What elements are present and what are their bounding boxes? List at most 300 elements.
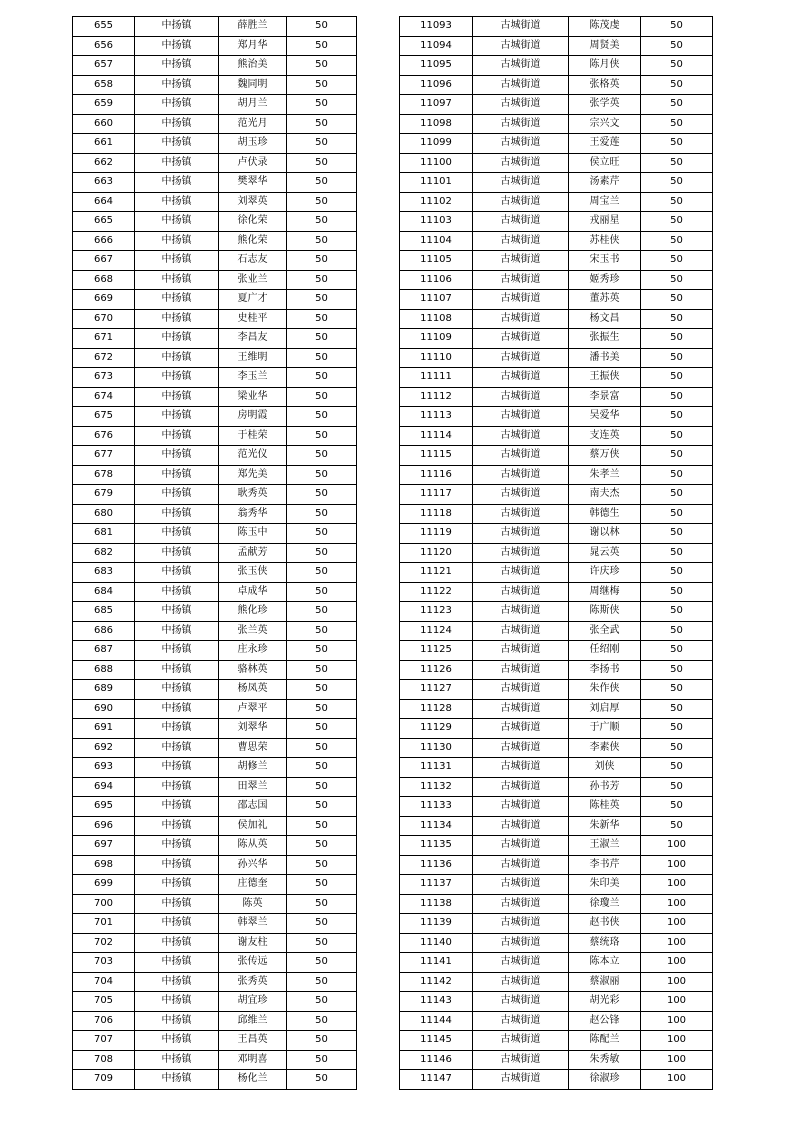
amount-cell: 50: [641, 231, 713, 251]
town-cell: 古城街道: [473, 582, 569, 602]
table-row: [73, 348, 357, 368]
amount-cell: 50: [287, 563, 357, 583]
serial-number-cell: 698: [73, 855, 135, 875]
serial-number-cell: 701: [73, 914, 135, 934]
table-row: [400, 387, 713, 407]
amount-cell: 50: [287, 309, 357, 329]
person-name-cell: 朱秀敏: [569, 1050, 641, 1070]
table-row: [73, 153, 357, 173]
person-name-cell: 李玉兰: [219, 368, 287, 388]
table-row: [400, 465, 713, 485]
serial-number-cell: 11144: [400, 1011, 473, 1031]
table-row: [400, 953, 713, 973]
serial-number-cell: 11130: [400, 738, 473, 758]
table-row: [400, 192, 713, 212]
town-cell: 中扬镇: [135, 387, 219, 407]
table-row: [400, 816, 713, 836]
table-row: [73, 192, 357, 212]
amount-cell: 50: [287, 992, 357, 1012]
town-cell: 中扬镇: [135, 972, 219, 992]
person-name-cell: 陈玉中: [219, 524, 287, 544]
serial-number-cell: 688: [73, 660, 135, 680]
right-roster-table: [399, 16, 713, 1090]
table-row: [400, 992, 713, 1012]
amount-cell: 50: [641, 212, 713, 232]
amount-cell: 50: [287, 114, 357, 134]
person-name-cell: 李素侠: [569, 738, 641, 758]
amount-cell: 50: [287, 1070, 357, 1090]
amount-cell: 50: [287, 134, 357, 154]
person-name-cell: 陈配兰: [569, 1031, 641, 1051]
amount-cell: 50: [287, 699, 357, 719]
town-cell: 古城街道: [473, 368, 569, 388]
person-name-cell: 薛胜兰: [219, 17, 287, 37]
person-name-cell: 杨化兰: [219, 1070, 287, 1090]
person-name-cell: 蔡统珞: [569, 933, 641, 953]
amount-cell: 50: [641, 446, 713, 466]
amount-cell: 50: [641, 719, 713, 739]
table-row: [400, 699, 713, 719]
serial-number-cell: 11097: [400, 95, 473, 115]
table-row: [73, 290, 357, 310]
serial-number-cell: 709: [73, 1070, 135, 1090]
amount-cell: 50: [641, 465, 713, 485]
amount-cell: 50: [641, 75, 713, 95]
serial-number-cell: 11100: [400, 153, 473, 173]
table-row: [73, 36, 357, 56]
town-cell: 古城街道: [473, 290, 569, 310]
person-name-cell: 陈英: [219, 894, 287, 914]
amount-cell: 50: [287, 192, 357, 212]
amount-cell: 50: [287, 387, 357, 407]
town-cell: 中扬镇: [135, 465, 219, 485]
person-name-cell: 宋玉书: [569, 251, 641, 271]
table-row: [400, 719, 713, 739]
serial-number-cell: 690: [73, 699, 135, 719]
table-row: [400, 1050, 713, 1070]
amount-cell: 50: [287, 972, 357, 992]
person-name-cell: 周贤美: [569, 36, 641, 56]
table-row: [400, 582, 713, 602]
amount-cell: 50: [641, 270, 713, 290]
table-row: [400, 660, 713, 680]
table-row: [73, 173, 357, 193]
person-name-cell: 梁业华: [219, 387, 287, 407]
town-cell: 古城街道: [473, 134, 569, 154]
table-row: [73, 680, 357, 700]
person-name-cell: 刘侠: [569, 758, 641, 778]
serial-number-cell: 11136: [400, 855, 473, 875]
town-cell: 古城街道: [473, 231, 569, 251]
serial-number-cell: 676: [73, 426, 135, 446]
town-cell: 中扬镇: [135, 719, 219, 739]
serial-number-cell: 703: [73, 953, 135, 973]
table-row: [73, 777, 357, 797]
table-row: [73, 134, 357, 154]
town-cell: 古城街道: [473, 17, 569, 37]
person-name-cell: 孙兴华: [219, 855, 287, 875]
amount-cell: 50: [641, 738, 713, 758]
table-row: [400, 212, 713, 232]
person-name-cell: 邵志国: [219, 797, 287, 817]
serial-number-cell: 11145: [400, 1031, 473, 1051]
person-name-cell: 陈本立: [569, 953, 641, 973]
town-cell: 古城街道: [473, 524, 569, 544]
town-cell: 古城街道: [473, 173, 569, 193]
person-name-cell: 朱新华: [569, 816, 641, 836]
town-cell: 中扬镇: [135, 641, 219, 661]
person-name-cell: 南夫杰: [569, 485, 641, 505]
amount-cell: 50: [287, 543, 357, 563]
amount-cell: 50: [641, 699, 713, 719]
town-cell: 中扬镇: [135, 758, 219, 778]
person-name-cell: 侯立旺: [569, 153, 641, 173]
table-row: [73, 114, 357, 134]
amount-cell: 50: [287, 758, 357, 778]
amount-cell: 50: [641, 426, 713, 446]
table-row: [400, 914, 713, 934]
table-row: [73, 621, 357, 641]
table-row: [73, 75, 357, 95]
serial-number-cell: 685: [73, 602, 135, 622]
serial-number-cell: 693: [73, 758, 135, 778]
serial-number-cell: 704: [73, 972, 135, 992]
person-name-cell: 胡月兰: [219, 95, 287, 115]
amount-cell: 50: [641, 777, 713, 797]
table-row: [73, 875, 357, 895]
town-cell: 中扬镇: [135, 485, 219, 505]
person-name-cell: 于广顺: [569, 719, 641, 739]
town-cell: 古城街道: [473, 914, 569, 934]
town-cell: 中扬镇: [135, 992, 219, 1012]
serial-number-cell: 11108: [400, 309, 473, 329]
serial-number-cell: 11116: [400, 465, 473, 485]
table-row: [73, 582, 357, 602]
town-cell: 古城街道: [473, 1011, 569, 1031]
table-row: [73, 368, 357, 388]
person-name-cell: 胡玉珍: [219, 134, 287, 154]
serial-number-cell: 11110: [400, 348, 473, 368]
person-name-cell: 卢伏录: [219, 153, 287, 173]
amount-cell: 50: [287, 426, 357, 446]
person-name-cell: 孙书芳: [569, 777, 641, 797]
person-name-cell: 杨凤英: [219, 680, 287, 700]
table-row: [73, 699, 357, 719]
amount-cell: 50: [287, 446, 357, 466]
amount-cell: 50: [287, 17, 357, 37]
town-cell: 古城街道: [473, 75, 569, 95]
serial-number-cell: 663: [73, 173, 135, 193]
person-name-cell: 范光月: [219, 114, 287, 134]
amount-cell: 100: [641, 894, 713, 914]
person-name-cell: 徐瓊兰: [569, 894, 641, 914]
amount-cell: 50: [287, 270, 357, 290]
serial-number-cell: 11129: [400, 719, 473, 739]
person-name-cell: 夏广才: [219, 290, 287, 310]
table-row: [400, 1011, 713, 1031]
town-cell: 中扬镇: [135, 56, 219, 76]
amount-cell: 50: [641, 192, 713, 212]
amount-cell: 50: [287, 1011, 357, 1031]
town-cell: 古城街道: [473, 485, 569, 505]
amount-cell: 50: [287, 914, 357, 934]
person-name-cell: 谢友柱: [219, 933, 287, 953]
table-row: [400, 153, 713, 173]
serial-number-cell: 678: [73, 465, 135, 485]
serial-number-cell: 669: [73, 290, 135, 310]
person-name-cell: 张玉侠: [219, 563, 287, 583]
serial-number-cell: 664: [73, 192, 135, 212]
amount-cell: 50: [287, 953, 357, 973]
person-name-cell: 朱孝兰: [569, 465, 641, 485]
serial-number-cell: 11123: [400, 602, 473, 622]
table-row: [73, 426, 357, 446]
town-cell: 古城街道: [473, 387, 569, 407]
table-row: [73, 212, 357, 232]
amount-cell: 50: [641, 563, 713, 583]
serial-number-cell: 681: [73, 524, 135, 544]
amount-cell: 50: [641, 524, 713, 544]
person-name-cell: 郑月华: [219, 36, 287, 56]
town-cell: 中扬镇: [135, 407, 219, 427]
serial-number-cell: 655: [73, 17, 135, 37]
town-cell: 古城街道: [473, 407, 569, 427]
amount-cell: 50: [287, 582, 357, 602]
person-name-cell: 于桂荣: [219, 426, 287, 446]
amount-cell: 50: [287, 855, 357, 875]
table-row: [400, 972, 713, 992]
serial-number-cell: 679: [73, 485, 135, 505]
town-cell: 中扬镇: [135, 563, 219, 583]
amount-cell: 100: [641, 972, 713, 992]
serial-number-cell: 11137: [400, 875, 473, 895]
person-name-cell: 曹思荣: [219, 738, 287, 758]
person-name-cell: 庄德奎: [219, 875, 287, 895]
person-name-cell: 杨文昌: [569, 309, 641, 329]
amount-cell: 50: [287, 1031, 357, 1051]
amount-cell: 50: [641, 153, 713, 173]
serial-number-cell: 686: [73, 621, 135, 641]
table-row: [73, 797, 357, 817]
person-name-cell: 史桂平: [219, 309, 287, 329]
town-cell: 中扬镇: [135, 368, 219, 388]
serial-number-cell: 691: [73, 719, 135, 739]
person-name-cell: 蔡万侠: [569, 446, 641, 466]
town-cell: 古城街道: [473, 680, 569, 700]
amount-cell: 50: [641, 582, 713, 602]
amount-cell: 50: [287, 290, 357, 310]
serial-number-cell: 692: [73, 738, 135, 758]
town-cell: 中扬镇: [135, 816, 219, 836]
serial-number-cell: 11112: [400, 387, 473, 407]
town-cell: 古城街道: [473, 660, 569, 680]
table-row: [400, 621, 713, 641]
left-roster-table: [72, 16, 357, 1090]
person-name-cell: 张振生: [569, 329, 641, 349]
amount-cell: 50: [287, 251, 357, 271]
table-row: [400, 134, 713, 154]
town-cell: 古城街道: [473, 738, 569, 758]
table-row: [400, 641, 713, 661]
person-name-cell: 朱印美: [569, 875, 641, 895]
town-cell: 中扬镇: [135, 894, 219, 914]
serial-number-cell: 667: [73, 251, 135, 271]
person-name-cell: 王昌英: [219, 1031, 287, 1051]
table-row: [73, 387, 357, 407]
table-row: [400, 738, 713, 758]
amount-cell: 50: [287, 56, 357, 76]
amount-cell: 50: [287, 368, 357, 388]
person-name-cell: 李景富: [569, 387, 641, 407]
table-row: [73, 836, 357, 856]
table-row: [73, 309, 357, 329]
table-row: [400, 875, 713, 895]
table-row: [73, 407, 357, 427]
serial-number-cell: 11099: [400, 134, 473, 154]
town-cell: 古城街道: [473, 329, 569, 349]
person-name-cell: 潘书美: [569, 348, 641, 368]
serial-number-cell: 705: [73, 992, 135, 1012]
table-row: [400, 1031, 713, 1051]
person-name-cell: 任绍刚: [569, 641, 641, 661]
serial-number-cell: 674: [73, 387, 135, 407]
person-name-cell: 范光仪: [219, 446, 287, 466]
town-cell: 中扬镇: [135, 348, 219, 368]
amount-cell: 50: [641, 641, 713, 661]
table-row: [400, 485, 713, 505]
serial-number-cell: 687: [73, 641, 135, 661]
person-name-cell: 骆林英: [219, 660, 287, 680]
amount-cell: 50: [641, 348, 713, 368]
serial-number-cell: 665: [73, 212, 135, 232]
serial-number-cell: 673: [73, 368, 135, 388]
town-cell: 中扬镇: [135, 36, 219, 56]
town-cell: 古城街道: [473, 777, 569, 797]
town-cell: 古城街道: [473, 933, 569, 953]
amount-cell: 50: [641, 602, 713, 622]
town-cell: 中扬镇: [135, 933, 219, 953]
amount-cell: 50: [287, 407, 357, 427]
table-row: [400, 251, 713, 271]
serial-number-cell: 657: [73, 56, 135, 76]
table-row: [73, 251, 357, 271]
serial-number-cell: 11095: [400, 56, 473, 76]
person-name-cell: 王爱莲: [569, 134, 641, 154]
amount-cell: 50: [641, 797, 713, 817]
person-name-cell: 陈月侠: [569, 56, 641, 76]
person-name-cell: 熊化珍: [219, 602, 287, 622]
table-row: [400, 407, 713, 427]
amount-cell: 100: [641, 875, 713, 895]
serial-number-cell: 683: [73, 563, 135, 583]
person-name-cell: 宗兴文: [569, 114, 641, 134]
amount-cell: 50: [287, 816, 357, 836]
town-cell: 古城街道: [473, 563, 569, 583]
amount-cell: 50: [287, 173, 357, 193]
serial-number-cell: 702: [73, 933, 135, 953]
amount-cell: 50: [641, 290, 713, 310]
amount-cell: 50: [287, 212, 357, 232]
person-name-cell: 魏同明: [219, 75, 287, 95]
person-name-cell: 邱维兰: [219, 1011, 287, 1031]
town-cell: 中扬镇: [135, 426, 219, 446]
amount-cell: 100: [641, 855, 713, 875]
table-row: [73, 719, 357, 739]
serial-number-cell: 666: [73, 231, 135, 251]
person-name-cell: 苏桂侠: [569, 231, 641, 251]
town-cell: 古城街道: [473, 251, 569, 271]
person-name-cell: 李书芹: [569, 855, 641, 875]
serial-number-cell: 11121: [400, 563, 473, 583]
town-cell: 中扬镇: [135, 953, 219, 973]
town-cell: 古城街道: [473, 719, 569, 739]
table-row: [73, 602, 357, 622]
town-cell: 中扬镇: [135, 153, 219, 173]
serial-number-cell: 11114: [400, 426, 473, 446]
serial-number-cell: 670: [73, 309, 135, 329]
serial-number-cell: 11107: [400, 290, 473, 310]
person-name-cell: 陈斯侠: [569, 602, 641, 622]
serial-number-cell: 11103: [400, 212, 473, 232]
person-name-cell: 汤素芹: [569, 173, 641, 193]
town-cell: 中扬镇: [135, 524, 219, 544]
serial-number-cell: 11127: [400, 680, 473, 700]
amount-cell: 50: [287, 719, 357, 739]
table-row: [400, 36, 713, 56]
amount-cell: 50: [287, 524, 357, 544]
person-name-cell: 田翠兰: [219, 777, 287, 797]
person-name-cell: 张兰英: [219, 621, 287, 641]
serial-number-cell: 708: [73, 1050, 135, 1070]
town-cell: 中扬镇: [135, 875, 219, 895]
amount-cell: 50: [641, 816, 713, 836]
table-row: [400, 758, 713, 778]
person-name-cell: 蔡淑丽: [569, 972, 641, 992]
person-name-cell: 刘启厚: [569, 699, 641, 719]
table-row: [73, 894, 357, 914]
table-row: [73, 738, 357, 758]
serial-number-cell: 659: [73, 95, 135, 115]
serial-number-cell: 11119: [400, 524, 473, 544]
serial-number-cell: 11138: [400, 894, 473, 914]
serial-number-cell: 680: [73, 504, 135, 524]
amount-cell: 50: [287, 36, 357, 56]
amount-cell: 50: [287, 504, 357, 524]
serial-number-cell: 682: [73, 543, 135, 563]
person-name-cell: 王维明: [219, 348, 287, 368]
table-row: [73, 563, 357, 583]
person-name-cell: 翁秀华: [219, 504, 287, 524]
person-name-cell: 周宝兰: [569, 192, 641, 212]
table-row: [73, 855, 357, 875]
serial-number-cell: 11143: [400, 992, 473, 1012]
town-cell: 古城街道: [473, 212, 569, 232]
table-row: [400, 855, 713, 875]
amount-cell: 50: [287, 660, 357, 680]
serial-number-cell: 689: [73, 680, 135, 700]
person-name-cell: 张学英: [569, 95, 641, 115]
serial-number-cell: 11132: [400, 777, 473, 797]
amount-cell: 50: [641, 543, 713, 563]
amount-cell: 50: [287, 329, 357, 349]
serial-number-cell: 11139: [400, 914, 473, 934]
person-name-cell: 邓明喜: [219, 1050, 287, 1070]
serial-number-cell: 672: [73, 348, 135, 368]
town-cell: 古城街道: [473, 758, 569, 778]
person-name-cell: 王淑兰: [569, 836, 641, 856]
amount-cell: 50: [641, 95, 713, 115]
amount-cell: 50: [287, 875, 357, 895]
